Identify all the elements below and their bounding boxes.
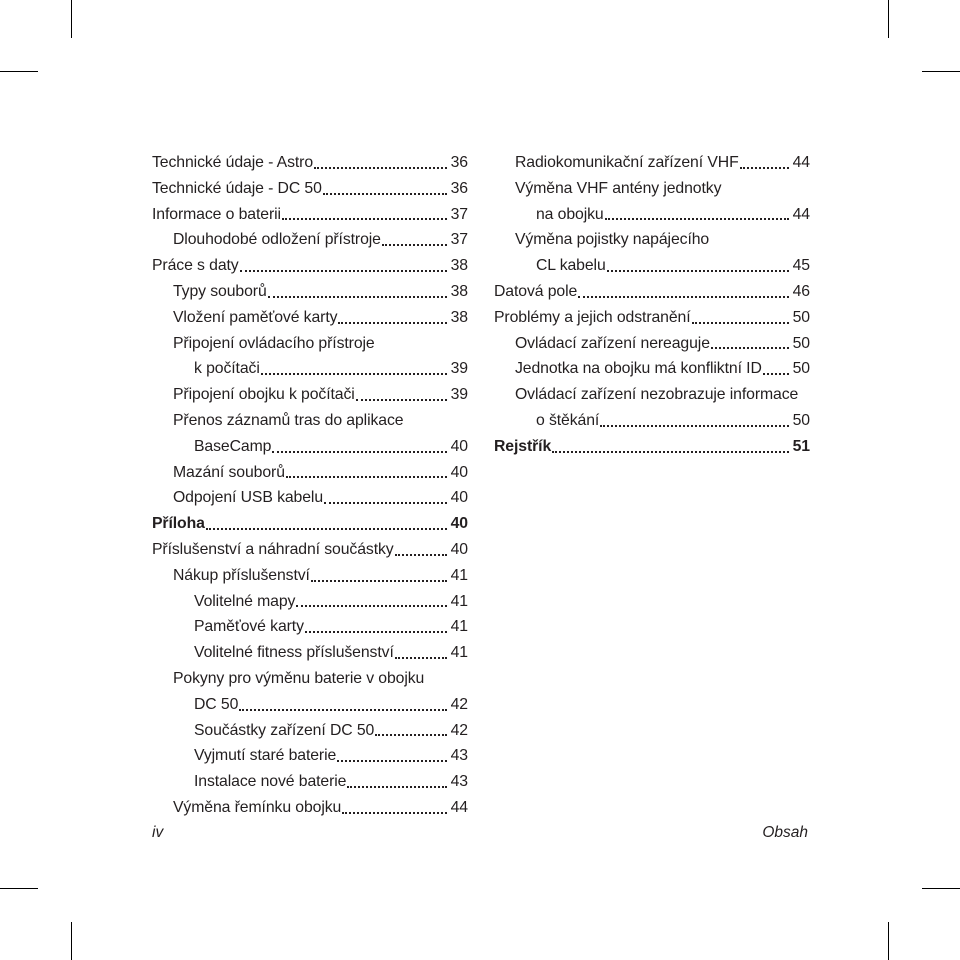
toc-entry[interactable] [494, 356, 810, 382]
toc-entry-page: 44 [447, 795, 468, 821]
toc-entry[interactable] [152, 460, 468, 486]
crop-mark-left-top [0, 71, 38, 72]
toc-entry-page: 41 [447, 614, 468, 640]
toc-entry-label: Vyjmutí staré baterie [194, 747, 337, 765]
toc-entry[interactable] [152, 666, 468, 692]
toc-entry[interactable] [152, 795, 468, 821]
toc-entry-page: 36 [447, 176, 468, 202]
toc-entry[interactable] [152, 227, 468, 253]
crop-mark-bottom-right [888, 922, 889, 960]
toc-dot-leader [206, 526, 447, 530]
toc-dot-leader [382, 242, 447, 246]
toc-entry[interactable] [152, 769, 468, 795]
toc-dot-leader [296, 603, 446, 607]
toc-entry-label: Volitelné fitness příslušenství [194, 644, 394, 662]
toc-entry[interactable] [152, 356, 468, 382]
toc-entry-label: Výměna VHF antény jednotky [515, 179, 722, 197]
toc-entry-label: Připojení ovládacího přístroje [173, 334, 375, 352]
toc-entry-label: Nákup příslušenství [173, 566, 310, 584]
toc-entry-page: 45 [789, 253, 810, 279]
toc-entry[interactable] [494, 305, 810, 331]
toc-entry[interactable] [494, 253, 810, 279]
toc-entry-page: 40 [447, 460, 468, 486]
toc-entry-page: 40 [447, 511, 468, 537]
toc-dot-leader [272, 449, 446, 453]
toc-entry[interactable] [494, 150, 810, 176]
toc-dot-leader [305, 629, 447, 633]
toc-entry-page: 42 [447, 692, 468, 718]
toc-entry-page: 38 [447, 279, 468, 305]
toc-entry-label: Ovládací zařízení nezobrazuje informace [515, 386, 799, 404]
toc-entry-label: Technické údaje - DC 50 [152, 179, 322, 197]
toc-entry-label: Rejstřík [494, 437, 552, 455]
footer-section-title: Obsah [762, 824, 808, 841]
toc-entry[interactable] [152, 511, 468, 537]
toc-dot-leader [600, 423, 788, 427]
toc-entry-page: 50 [789, 356, 810, 382]
toc-entry-page: 40 [447, 537, 468, 563]
toc-entry-label: Jednotka na obojku má konfliktní ID [515, 360, 762, 378]
crop-mark-top-right [888, 0, 889, 38]
toc-entry-label: Výměna řemínku obojku [173, 798, 342, 816]
toc-entry-label: Pokyny pro výměnu baterie v obojku [173, 669, 425, 687]
crop-mark-right-bottom [922, 888, 960, 889]
toc-entry-page: 51 [789, 434, 810, 460]
toc-entry-label: Připojení obojku k počítači [173, 386, 355, 404]
toc-entry[interactable] [152, 279, 468, 305]
toc-entry-label: Dlouhodobé odložení přístroje [173, 231, 381, 249]
toc-dot-leader [607, 268, 789, 272]
toc-entry-page: 43 [447, 769, 468, 795]
toc-dot-leader [347, 784, 446, 788]
toc-entry[interactable] [494, 176, 810, 202]
toc-dot-leader [324, 500, 447, 504]
toc-entry-page: 41 [447, 563, 468, 589]
crop-mark-left-bottom [0, 888, 38, 889]
toc-dot-leader [763, 371, 789, 375]
toc-dot-leader [552, 449, 788, 453]
toc-dot-leader [311, 578, 447, 582]
crop-mark-top-left [71, 0, 72, 38]
toc-entry-page: 40 [447, 434, 468, 460]
toc-entry-label: Instalace nové baterie [194, 773, 347, 791]
toc-entry-page: 42 [447, 718, 468, 744]
toc-dot-leader [342, 810, 446, 814]
toc-dot-leader [282, 216, 447, 220]
toc-entry-label: Odpojení USB kabelu [173, 489, 324, 507]
toc-entry-page: 41 [447, 640, 468, 666]
toc-entry-page: 39 [447, 356, 468, 382]
toc-dot-leader [337, 758, 446, 762]
toc-entry-label: BaseCamp [194, 437, 272, 455]
toc-entry[interactable] [494, 434, 810, 460]
toc-entry[interactable] [152, 743, 468, 769]
toc-entry-page: 44 [789, 202, 810, 228]
toc-entry-label: DC 50 [194, 695, 239, 713]
toc-entry-label: CL kabelu [536, 257, 606, 275]
toc-dot-leader [356, 397, 447, 401]
toc-dot-leader [261, 371, 447, 375]
toc-entry-page: 37 [447, 202, 468, 228]
toc-entry-label: Příslušenství a náhradní součástky [152, 540, 394, 558]
toc-column-right [494, 150, 810, 460]
toc-entry-label: Ovládací zařízení nereaguje [515, 334, 710, 352]
toc-entry-label: Práce s daty [152, 257, 239, 275]
toc-dot-leader [395, 552, 447, 556]
footer-page-number: iv [152, 824, 164, 841]
crop-mark-right-top [922, 71, 960, 72]
toc-dot-leader [711, 345, 789, 349]
toc-entry[interactable] [152, 718, 468, 744]
toc-entry[interactable] [152, 563, 468, 589]
toc-entry[interactable] [152, 537, 468, 563]
toc-entry[interactable] [494, 279, 810, 305]
toc-entry-label: Vložení paměťové karty [173, 308, 338, 326]
toc-dot-leader [240, 268, 447, 272]
toc-entry[interactable] [152, 434, 468, 460]
toc-entry[interactable] [152, 692, 468, 718]
toc-column-left [152, 150, 468, 821]
toc-dot-leader [692, 320, 789, 324]
toc-entry-label: Přenos záznamů tras do aplikace [173, 411, 404, 429]
toc-entry-label: na obojku [536, 205, 604, 223]
toc-entry-label: o štěkání [536, 411, 600, 429]
toc-entry-page: 38 [447, 253, 468, 279]
toc-dot-leader [578, 294, 788, 298]
crop-mark-bottom-left [71, 922, 72, 960]
toc-entry-label: Informace o baterii [152, 205, 281, 223]
toc-dot-leader [314, 165, 447, 169]
toc-entry[interactable] [494, 408, 810, 434]
toc-dot-leader [323, 191, 447, 195]
toc-entry[interactable] [152, 150, 468, 176]
toc-entry-page: 39 [447, 382, 468, 408]
toc-entry-page: 43 [447, 743, 468, 769]
toc-dot-leader [268, 294, 447, 298]
toc-entry[interactable] [152, 305, 468, 331]
toc-entry-page: 41 [447, 589, 468, 615]
toc-entry-label: Mazání souborů [173, 463, 285, 481]
toc-entry-label: Technické údaje - Astro [152, 154, 314, 171]
toc-entry[interactable] [152, 202, 468, 228]
toc-entry[interactable] [152, 382, 468, 408]
toc-entry-label: Výměna pojistky napájecího [515, 231, 710, 249]
toc-entry[interactable] [152, 589, 468, 615]
toc-entry-label: k počítači [194, 360, 260, 378]
toc-entry-label: Paměťové karty [194, 618, 304, 636]
toc-entry-page: 38 [447, 305, 468, 331]
toc-entry-label: Radiokomunikační zařízení VHF [515, 154, 739, 171]
toc-entry[interactable] [494, 382, 810, 408]
toc-entry-label: Datová pole [494, 282, 578, 300]
toc-dot-leader [740, 165, 789, 169]
toc-entry-label: Příloha [152, 515, 205, 533]
toc-dot-leader [338, 320, 446, 324]
toc-entry-page: 44 [789, 150, 810, 176]
toc-entry-page: 50 [789, 331, 810, 357]
toc-dot-leader [395, 655, 447, 659]
toc-dot-leader [605, 216, 789, 220]
toc-entry[interactable] [152, 253, 468, 279]
toc-entry[interactable] [494, 227, 810, 253]
toc-entry-label: Typy souborů [173, 282, 267, 300]
toc-dot-leader [286, 474, 447, 478]
toc-entry[interactable] [152, 331, 468, 357]
toc-entry[interactable] [494, 202, 810, 228]
toc-entry-page: 46 [789, 279, 810, 305]
toc-entry[interactable] [494, 331, 810, 357]
toc-entry-page: 37 [447, 227, 468, 253]
toc-entry-label: Součástky zařízení DC 50 [194, 721, 375, 739]
toc-entry-page: 36 [447, 150, 468, 176]
toc-entry-label: Volitelné mapy [194, 592, 296, 610]
toc-entry[interactable] [152, 614, 468, 640]
toc-entry-page: 50 [789, 305, 810, 331]
toc-entry[interactable] [152, 408, 468, 434]
toc-entry[interactable] [152, 485, 468, 511]
toc-entry[interactable] [152, 176, 468, 202]
toc-dot-leader [375, 732, 446, 736]
toc-entry-page: 40 [447, 485, 468, 511]
toc-dot-leader [239, 707, 446, 711]
toc-entry[interactable] [152, 640, 468, 666]
toc-entry-page: 50 [789, 408, 810, 434]
toc-entry-label: Problémy a jejich odstranění [494, 308, 691, 326]
